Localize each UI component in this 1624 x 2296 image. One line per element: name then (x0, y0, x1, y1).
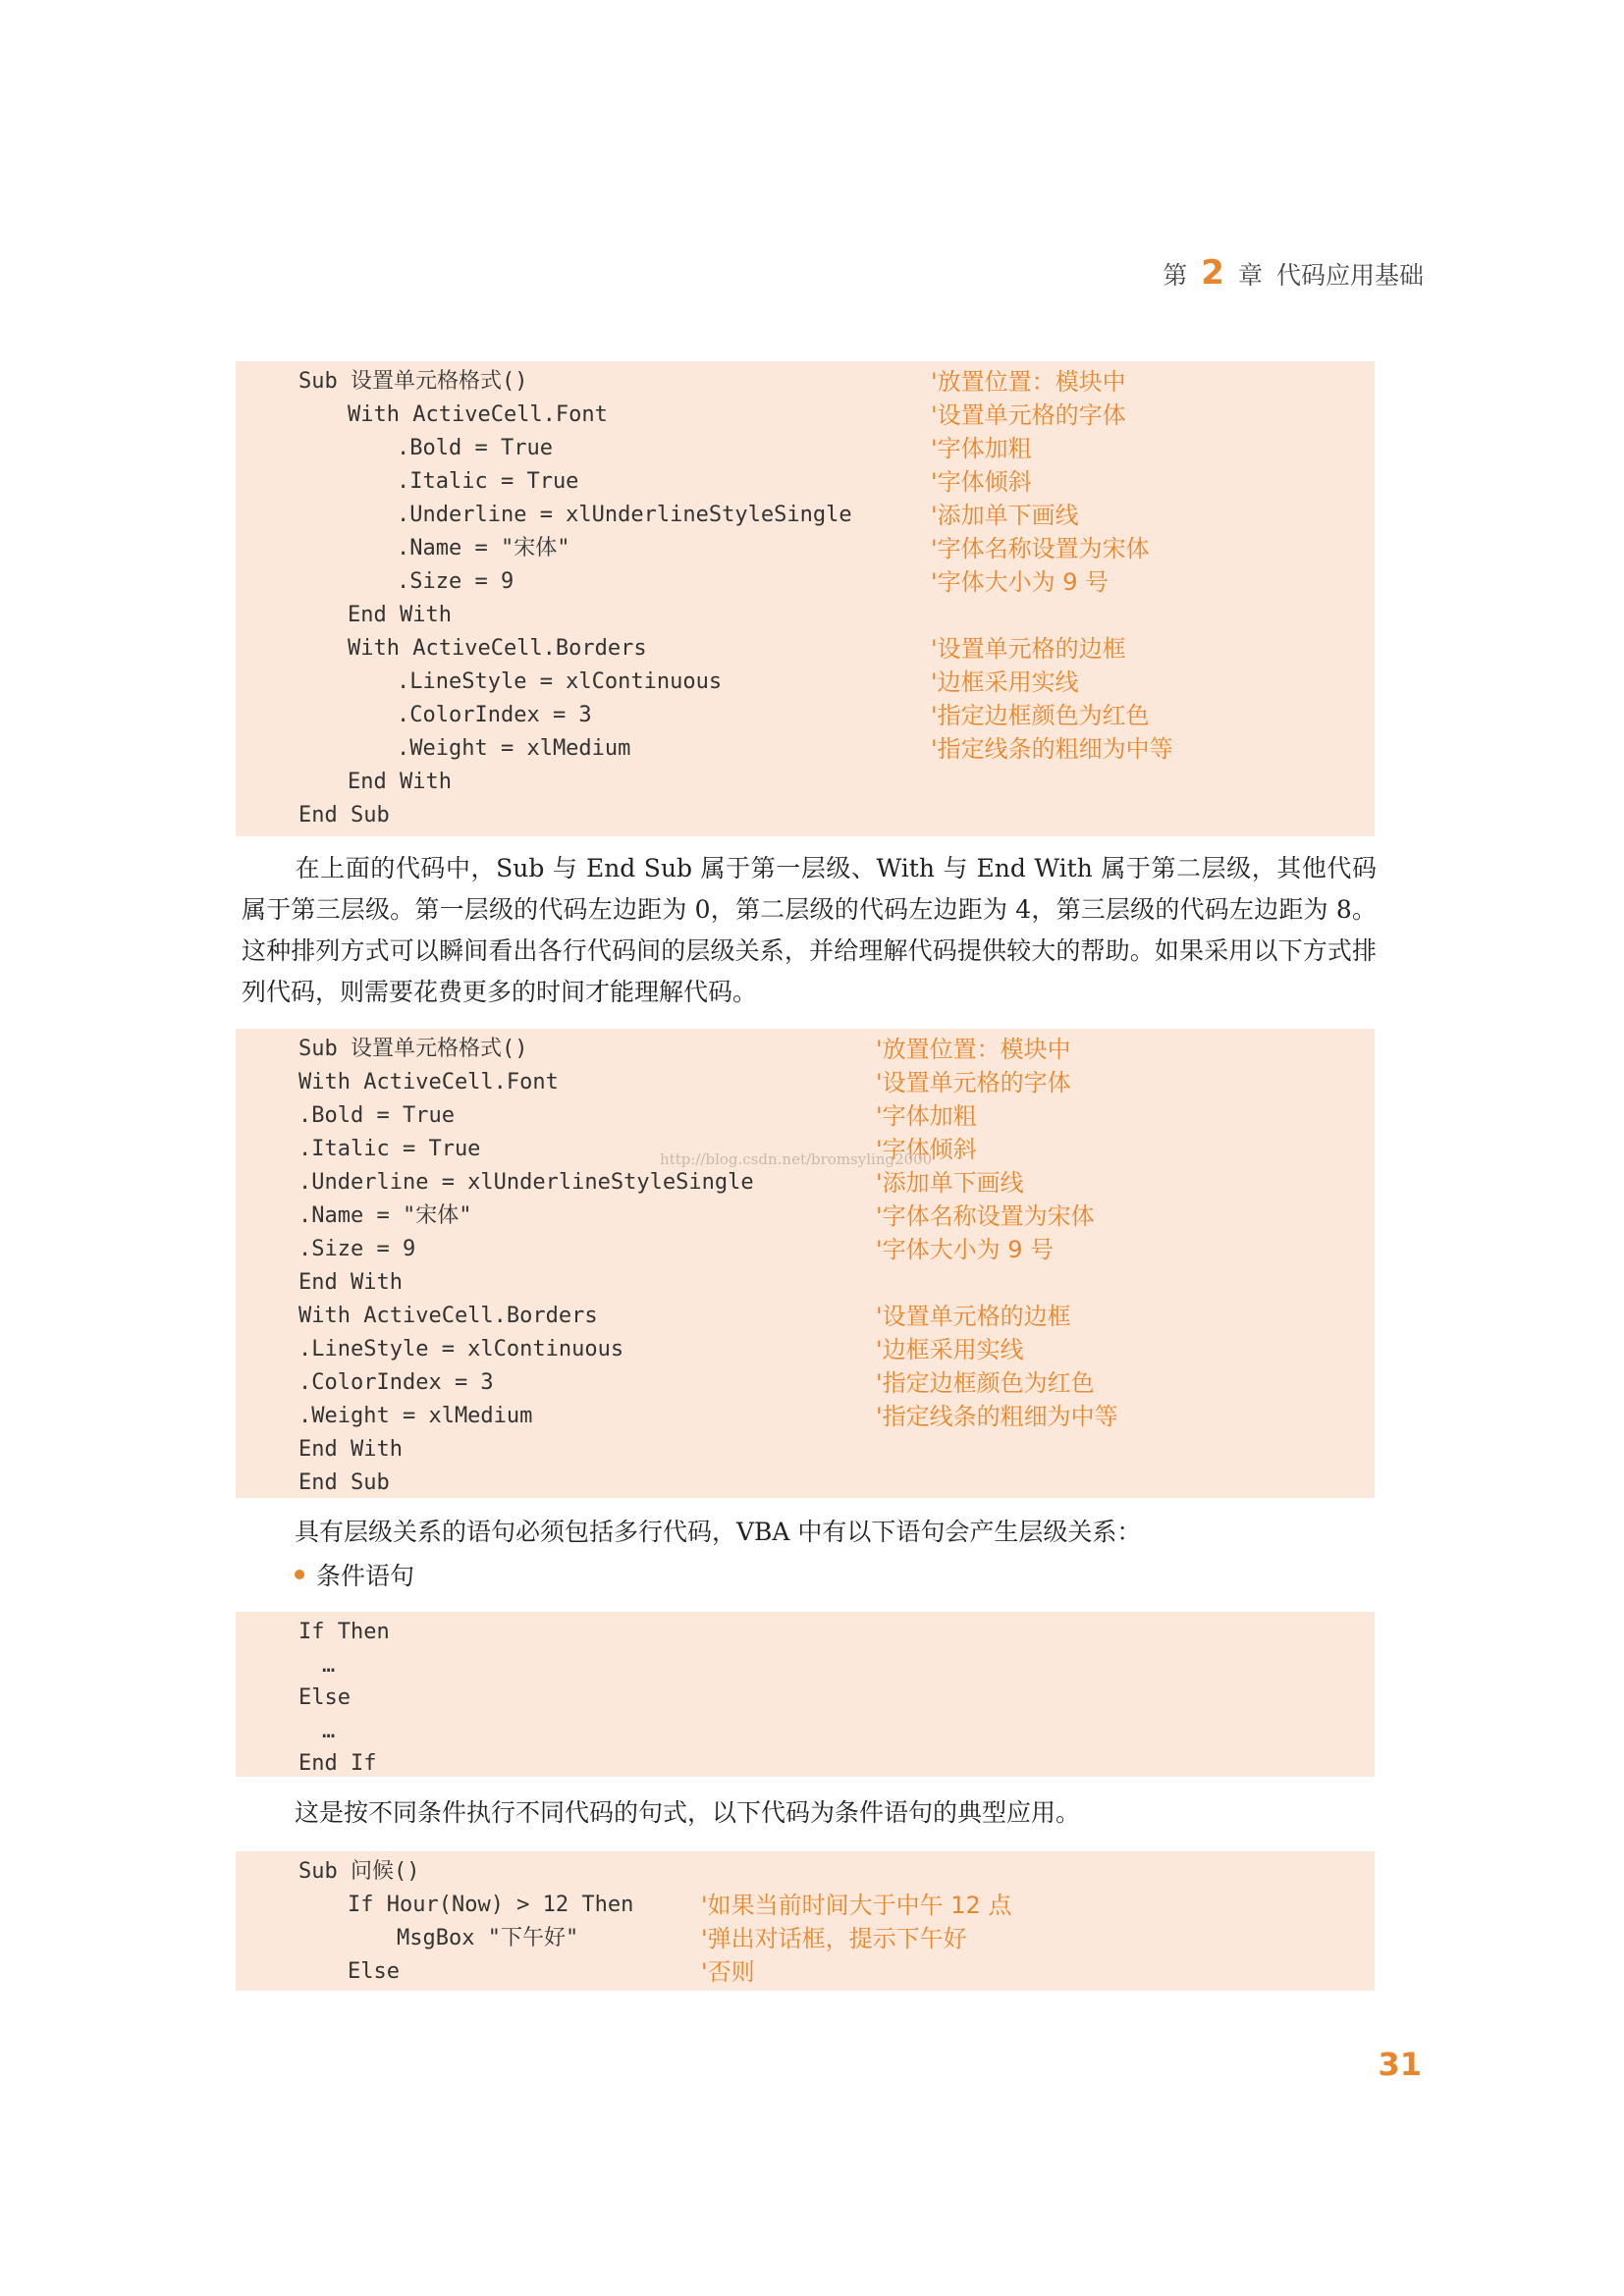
code-text: With ActiveCell.Font (348, 402, 608, 427)
code-text: .LineStyle = xlContinuous (397, 669, 723, 694)
code-line (236, 799, 1375, 832)
code-block-1 (236, 361, 1375, 836)
chapter-title: 代码应用基础 (1275, 261, 1424, 290)
chapter-prefix: 第 (1163, 261, 1188, 290)
code-line (236, 565, 1375, 599)
code-line (236, 1616, 1375, 1649)
code-line (236, 1955, 1375, 1989)
code-line (236, 666, 1375, 699)
code-text: MsgBox "下午好" (397, 1926, 579, 1950)
code-line (236, 599, 1375, 632)
code-line (236, 532, 1375, 565)
code-text: Sub 问候() (298, 1859, 420, 1884)
code-line (236, 1400, 1375, 1433)
code-text: .Italic = True (298, 1137, 481, 1161)
code-line (236, 632, 1375, 666)
code-line (236, 1433, 1375, 1467)
code-text: With ActiveCell.Borders (298, 1304, 598, 1328)
code-line (236, 1467, 1375, 1500)
code-text: .LineStyle = xlContinuous (298, 1337, 624, 1362)
code-line (236, 1266, 1375, 1300)
code-comment: '弹出对话框，提示下午好 (701, 1925, 967, 1952)
code-text: If Then (298, 1620, 390, 1644)
code-line (236, 1747, 1375, 1781)
code-line (236, 1200, 1375, 1233)
code-text: End With (298, 1437, 403, 1462)
paragraph-2 (242, 1512, 1377, 1553)
code-comment: '指定边框颜色为红色 (931, 702, 1150, 729)
code-line (236, 465, 1375, 499)
code-text: .ColorIndex = 3 (298, 1370, 494, 1395)
code-text: End With (348, 603, 452, 627)
code-comment: '字体名称设置为宋体 (931, 535, 1150, 562)
code-comment: '指定线条的粗细为中等 (876, 1403, 1118, 1430)
code-block-4 (236, 1851, 1375, 1991)
code-line (236, 1333, 1375, 1366)
code-text: .Size = 9 (397, 569, 514, 594)
code-line (236, 1233, 1375, 1266)
code-text: … (322, 1652, 336, 1678)
code-text: .Weight = xlMedium (397, 736, 631, 761)
code-comment: '设置单元格的字体 (931, 401, 1126, 429)
code-line (236, 1682, 1375, 1715)
code-text: .Weight = xlMedium (298, 1404, 533, 1428)
code-text: .Italic = True (397, 469, 579, 494)
code-line (236, 399, 1375, 432)
code-comment: '添加单下画线 (931, 502, 1079, 529)
code-comment: '设置单元格的边框 (931, 635, 1126, 663)
code-comment: '否则 (701, 1958, 755, 1986)
code-text: .Underline = xlUnderlineStyleSingle (298, 1170, 754, 1195)
code-text: End Sub (298, 1470, 390, 1495)
bullet-item (295, 1557, 414, 1592)
code-text: .Underline = xlUnderlineStyleSingle (397, 503, 852, 527)
code-line (236, 1300, 1375, 1333)
chapter-suffix: 章 (1237, 261, 1263, 290)
paragraph-1 (242, 848, 1377, 1013)
code-line (236, 1715, 1375, 1748)
code-line (236, 499, 1375, 532)
code-text: End With (298, 1270, 403, 1295)
code-line (236, 1033, 1375, 1066)
code-text: End If (298, 1751, 377, 1776)
code-text: Else (298, 1685, 351, 1710)
page-number: 31 (1378, 2046, 1422, 2083)
bullet-dot-icon (295, 1570, 304, 1579)
code-text: … (322, 1718, 336, 1743)
code-comment: '指定线条的粗细为中等 (931, 735, 1173, 763)
code-comment: '放置位置：模块中 (876, 1036, 1071, 1063)
code-text: Else (348, 1959, 400, 1984)
code-text: With ActiveCell.Font (298, 1070, 559, 1095)
code-text: With ActiveCell.Borders (348, 636, 647, 661)
code-text: Sub 设置单元格格式() (298, 1037, 528, 1061)
code-text: .Name = "宋体" (298, 1203, 472, 1228)
code-comment: '字体加粗 (876, 1102, 977, 1130)
code-comment: '字体倾斜 (931, 468, 1032, 496)
code-line (236, 766, 1375, 799)
paragraph-2-text: 具有层级关系的语句必须包括多行代码，VBA 中有以下语句会产生层级关系： (295, 1518, 1142, 1546)
bullet-text: 条件语句 (316, 1562, 415, 1590)
paragraph-3-text: 这是按不同条件执行不同代码的句式，以下代码为条件语句的典型应用。 (295, 1798, 1081, 1827)
code-comment: '设置单元格的边框 (876, 1303, 1071, 1330)
code-comment: '添加单下画线 (876, 1169, 1024, 1197)
code-line (236, 1649, 1375, 1682)
code-text: End Sub (298, 803, 390, 828)
code-text: If Hour(Now) > 12 Then (348, 1893, 634, 1917)
code-text: Sub 设置单元格格式() (298, 369, 528, 394)
code-comment: '字体大小为 9 号 (876, 1236, 1055, 1263)
code-comment: '字体加粗 (931, 435, 1032, 462)
code-comment: '边框采用实线 (931, 668, 1079, 696)
paragraph-3 (242, 1792, 1377, 1834)
code-comment: '边框采用实线 (876, 1336, 1024, 1363)
code-line (236, 1066, 1375, 1099)
code-comment: '指定边框颜色为红色 (876, 1369, 1095, 1397)
code-line (236, 365, 1375, 399)
code-line (236, 1099, 1375, 1133)
paragraph-1-text: 在上面的代码中，Sub 与 End Sub 属于第一层级、With 与 End With 属于第二层级，其他代码属于第三层级。第一层级的代码左边距为 0，第二层级的代码左边距为 4，第三层级的代码左边距为 8。这种排列方式可以瞬间看出各行代码间的层级关系，并给理解代码提供较大的帮助。如果采用以下方式排列代码，则需要花费更多的时间才能理解代码。 (242, 854, 1377, 1006)
code-block-3 (236, 1612, 1375, 1777)
code-comment: '设置单元格的字体 (876, 1069, 1071, 1096)
code-text: .Size = 9 (298, 1237, 416, 1261)
code-line (236, 432, 1375, 465)
code-line (236, 1922, 1375, 1955)
code-text: .Bold = True (397, 436, 553, 460)
chapter-number: 2 (1201, 253, 1224, 293)
chapter-header (1163, 253, 1424, 293)
code-line (236, 1889, 1375, 1922)
code-text: .ColorIndex = 3 (397, 703, 592, 727)
code-comment: '放置位置：模块中 (931, 368, 1126, 396)
code-line (236, 1366, 1375, 1400)
code-comment: '字体大小为 9 号 (931, 568, 1110, 596)
code-line (236, 1855, 1375, 1889)
code-text: End With (348, 770, 452, 794)
code-block-2 (236, 1029, 1375, 1498)
watermark: http://blog.csdn.net/bromsyling2000 (660, 1150, 933, 1168)
code-comment: '字体名称设置为宋体 (876, 1202, 1095, 1230)
code-text: .Name = "宋体" (397, 536, 570, 561)
code-line (236, 699, 1375, 732)
code-comment: '如果当前时间大于中午 12 点 (701, 1892, 1012, 1919)
code-text: .Bold = True (298, 1103, 455, 1128)
code-comment: '字体倾斜 (876, 1136, 977, 1163)
code-line (236, 1166, 1375, 1200)
code-line (236, 732, 1375, 766)
